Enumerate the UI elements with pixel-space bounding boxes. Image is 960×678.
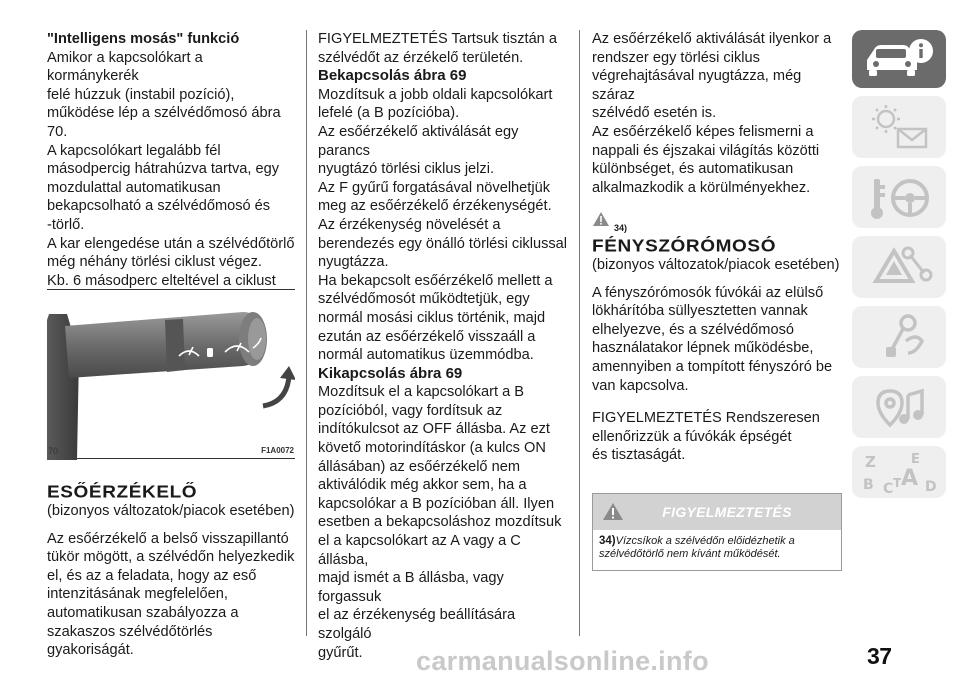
warning-box-header: [593, 494, 841, 530]
paragraph: [318, 86, 568, 123]
text-line: mozdulattal automatikusan: [47, 179, 221, 196]
multimedia-icon: [864, 381, 934, 433]
index-letter: A: [901, 466, 919, 491]
text-line: el a kapcsolókart az A vagy a C állásba,: [318, 533, 521, 568]
text-line: indítókulcsot az OFF állásba. Az ezt: [318, 421, 550, 438]
text-line: 70.: [47, 123, 68, 140]
text-line: FIGYELMEZTETÉS Rendszeresen: [592, 410, 820, 427]
section-subtitle: (bizonyos változatok/piacok esetében): [47, 503, 295, 519]
text-line: FIGYELMEZTETÉS Tartsuk tisztán a: [318, 31, 557, 47]
paragraph: [318, 216, 568, 272]
stalk-indicator-mark: [207, 348, 213, 357]
warning-box-number: 34): [599, 534, 616, 547]
paragraph: [592, 284, 842, 396]
paragraph: [47, 142, 295, 235]
section-subtitle: (bizonyos változatok/piacok esetében): [592, 256, 840, 273]
text-line: szélvédő esetén is.: [592, 105, 717, 122]
text-line: működése lép a szélvédőmosó ábra: [47, 105, 281, 122]
rotation-arrow-head: [280, 366, 295, 380]
text-line: gyűrűt.: [318, 644, 363, 661]
section-title-headlamp-washer: FÉNYSZÓRÓMOSÓ: [592, 237, 777, 256]
text-line: -törlő.: [47, 216, 85, 233]
section-title-switch-on: Bekapcsolás ábra 69: [318, 67, 467, 85]
paragraph: [47, 235, 295, 272]
text-line: szakaszos szélvédőtörlés gyakoriságát.: [47, 623, 213, 659]
stalk-body-shape: [65, 312, 261, 378]
text-line: még néhány törlési ciklust végez.: [47, 254, 262, 271]
text-line: felé húzzuk (instabil pozíció),: [47, 86, 235, 103]
paragraph-warning: [592, 409, 842, 465]
text-line: Az esőérzékelő aktiválását ilyenkor a: [592, 31, 832, 47]
column-middle: [318, 30, 568, 662]
sidebar-item-warning-lights[interactable]: [852, 96, 946, 158]
text-line: Kb. 6 másodperc elteltével a ciklust: [47, 272, 276, 289]
text-line: lefelé (a B pozícióba).: [318, 105, 460, 122]
column-divider: [579, 30, 580, 636]
warning-lights-icon: [864, 101, 934, 153]
text-line: ellenőrizzük a fúvókák épségét: [592, 428, 792, 445]
text-line: A kar elengedése után a szélvédőtörlő: [47, 235, 295, 252]
text-line: automatikusan szabályozza a: [47, 604, 239, 621]
paragraph-warning: [318, 30, 568, 67]
warning-reference: [592, 211, 842, 234]
text-line: normál mosási ciklus történik, majd: [318, 309, 546, 326]
service-icon: [864, 311, 934, 363]
index-letter: E: [911, 452, 920, 467]
paragraph: [318, 383, 568, 662]
text-line: intenzitásának megfelelően,: [47, 586, 228, 603]
text-line: tükör mögött, a szélvédőn helyezkedik: [47, 549, 295, 566]
text-line: Mozdítsuk a jobb oldali kapcsolókart: [318, 86, 553, 103]
breakdown-icon: [864, 241, 934, 293]
text-line: lökhárítóba süllyesztetten vannak: [592, 303, 808, 320]
warning-box-text: szélvédőtörlő nem kívánt működését.: [599, 547, 781, 560]
text-line: Az érzékenység növelését a: [318, 216, 501, 233]
text-line: pozícióból, vagy fordítsuk az: [318, 402, 503, 419]
text-line: alkalmazkodik a körülményekhez.: [592, 179, 811, 196]
text-line: Ha bekapcsolt esőérzékelő mellett a: [318, 272, 553, 289]
car-info-icon: [861, 36, 937, 82]
paragraph: [318, 123, 568, 179]
text-line: amennyiben a tompított fényszóró be: [592, 358, 833, 375]
text-line: esetben a bekapcsoláshoz mozdítsuk: [318, 514, 562, 531]
text-line: nyugtázó törlési ciklus jelzi.: [318, 161, 495, 178]
stalk-ring-shape: [165, 319, 185, 372]
section-title-switch-off: Kikapcsolás ábra 69: [318, 364, 463, 382]
text-line: szélvédőmosót működtetjük, egy: [318, 291, 530, 308]
text-line: aktiválódik még akkor sem, ha a: [318, 477, 527, 494]
sidebar-item-breakdown[interactable]: [852, 236, 946, 298]
text-line: kapcsolókar a B pozícióban áll. Ilyen: [318, 495, 555, 512]
paragraph: [47, 530, 295, 660]
rotation-arrow-shape: [263, 376, 289, 406]
text-line: nappali és éjszakai világítás közötti: [592, 142, 820, 159]
text-line: és tisztaságát.: [592, 447, 686, 464]
text-line: rendszer egy törlési ciklus: [592, 49, 760, 66]
paragraph: [592, 123, 842, 197]
text-line: majd ismét a B állásba, vagy forgassuk: [318, 570, 504, 605]
index-letter: B: [863, 477, 874, 493]
text-line: követő motorindításkor (a kulcs ON: [318, 440, 546, 457]
index-icon: [857, 447, 941, 497]
figure-wiper-stalk: [47, 289, 295, 459]
text-line: Amikor a kapcsolókart a kormánykerék: [47, 49, 203, 85]
text-line: Az esőérzékelő képes felismerni a: [592, 123, 814, 140]
sidebar-item-service[interactable]: [852, 306, 946, 368]
text-line: Az F gyűrű forgatásával növelhetjük: [318, 179, 551, 196]
warning-triangle-icon: [592, 211, 610, 227]
text-line: Az esőérzékelő a belső visszapillantó: [47, 530, 289, 547]
text-line: Mozdítsuk el a kapcsolókart a B: [318, 384, 525, 401]
text-line: végrehajtásával nyugtázza, még száraz: [592, 68, 802, 103]
sidebar-item-index[interactable]: [852, 446, 946, 498]
section-rain-sensor: [47, 482, 295, 660]
text-line: el az érzékenység beállítására szolgáló: [318, 607, 516, 642]
index-letter: C: [883, 481, 894, 497]
section-title-rain-sensor: ESŐÉRZÉKELŐ: [47, 483, 198, 502]
text-line: ezután az esőérzékelő visszaáll a: [318, 328, 536, 345]
index-letter: Z: [865, 453, 876, 471]
chapter-sidebar: [852, 30, 946, 506]
text-line: A kapcsolókart legalább fél: [47, 142, 221, 159]
text-line: meg az esőérzékelő érzékenységét.: [318, 198, 552, 215]
paragraph: [47, 49, 295, 142]
column-divider: [306, 30, 307, 636]
warning-box-text: Vízcsíkok a szélvédőn előidézhetik a: [615, 534, 795, 547]
text-line: bekapcsolható a szélvédőmosó és: [47, 198, 271, 215]
paragraph: [318, 272, 568, 365]
figure-code: F1A0072: [261, 446, 294, 455]
text-line: nyugtázza.: [318, 254, 389, 271]
text-line: használatakor lépnek működésbe,: [592, 340, 814, 357]
index-letter: D: [925, 479, 937, 495]
stalk-knob-face: [248, 318, 266, 360]
watermark: carmanualsonline.info: [416, 646, 709, 676]
warning-ref-number: 34): [614, 223, 628, 234]
paragraph: [592, 30, 842, 123]
text-line: Az esőérzékelő aktiválását egy parancs: [318, 123, 519, 159]
page-number: 37: [867, 643, 892, 669]
section-title-intelligent-wash: "Intelligens mosás" funkció: [47, 31, 240, 47]
text-line: elhelyezve, és a szélvédőmosó: [592, 321, 794, 338]
text-line: van kapcsolva.: [592, 377, 689, 394]
text-line: normál automatikus üzemmódba.: [318, 347, 534, 364]
warning-box-title: FIGYELMEZTETÉS: [662, 503, 792, 520]
index-letter: T: [893, 476, 902, 490]
sidebar-item-car-info[interactable]: [852, 30, 946, 88]
text-line: el, és az a feladata, hogy az eső: [47, 567, 257, 584]
text-line: különbséget, és automatikusan: [592, 161, 794, 178]
wiper-stalk-illustration: [47, 290, 295, 460]
column-right: [592, 30, 842, 571]
key-steering-icon: [864, 171, 934, 223]
text-line: állásában) az esőérzékelő nem: [318, 458, 520, 475]
warning-box-body: [593, 530, 841, 570]
text-line: másodpercig hátrahúzva tartva, egy: [47, 161, 280, 178]
paragraph: [318, 179, 568, 216]
column-left: [47, 30, 295, 328]
text-line: berendezés egy önálló törlési ciklussal: [318, 235, 568, 252]
sidebar-item-multimedia[interactable]: [852, 376, 946, 438]
figure-number: 70: [48, 446, 59, 456]
sidebar-item-key-steering[interactable]: [852, 166, 946, 228]
text-line: szélvédőt az érzékelő területén.: [318, 49, 524, 66]
text-line: A fényszórómosók fúvókái az elülső: [592, 284, 824, 301]
warning-triangle-icon: [602, 502, 624, 521]
warning-box: [592, 493, 842, 571]
